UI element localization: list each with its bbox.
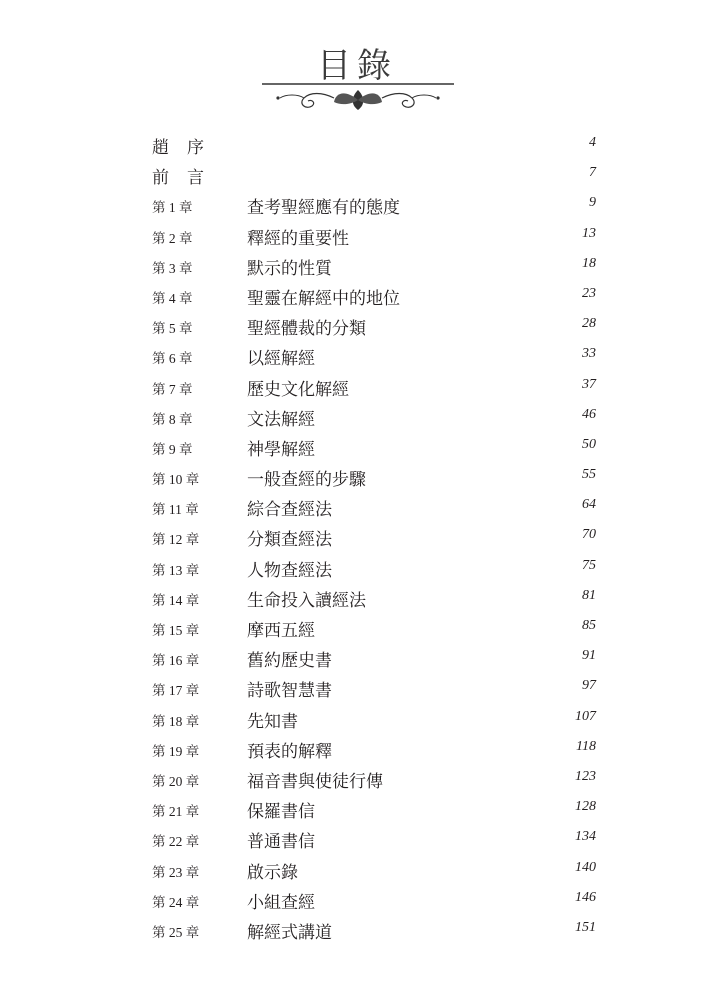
toc-row-chapter[interactable] bbox=[0, 612, 714, 642]
toc-row-chapter[interactable] bbox=[0, 914, 714, 944]
toc-chapter-label: 第 19 章 bbox=[152, 743, 200, 759]
toc-chapter-label: 第 25 章 bbox=[152, 924, 200, 940]
toc-page-number: 37 bbox=[582, 376, 596, 392]
toc-page-number: 70 bbox=[582, 527, 596, 543]
toc-row-chapter[interactable] bbox=[0, 854, 714, 884]
toc-row-chapter[interactable] bbox=[0, 189, 714, 219]
toc-page-number: 33 bbox=[582, 346, 596, 362]
toc-row-chapter[interactable] bbox=[0, 672, 714, 702]
toc-page-number: 13 bbox=[582, 225, 596, 241]
toc-page-number: 7 bbox=[589, 165, 596, 181]
toc-chapter-label: 第 7 章 bbox=[152, 381, 193, 397]
toc-page-number: 55 bbox=[582, 467, 596, 483]
toc-row-chapter[interactable] bbox=[0, 823, 714, 853]
toc-chapter-title: 保羅書信 bbox=[247, 802, 315, 823]
toc-page-number: 128 bbox=[575, 799, 596, 815]
toc-page-number: 118 bbox=[576, 738, 596, 754]
toc-row-chapter[interactable] bbox=[0, 280, 714, 310]
toc-page-number: 97 bbox=[582, 678, 596, 694]
toc-row-chapter[interactable] bbox=[0, 733, 714, 763]
toc-page-number: 9 bbox=[589, 195, 596, 211]
toc-chapter-title: 先知書 bbox=[247, 711, 298, 732]
toc-chapter-label: 第 4 章 bbox=[152, 290, 193, 306]
toc-row-preface[interactable] bbox=[0, 129, 714, 159]
toc-chapter-label: 第 24 章 bbox=[152, 894, 200, 910]
toc-chapter-title: 聖經體裁的分類 bbox=[247, 319, 366, 340]
toc-page-number: 134 bbox=[575, 829, 596, 845]
toc-chapter-label: 第 1 章 bbox=[152, 200, 193, 216]
toc-page-number: 146 bbox=[575, 889, 596, 905]
chapter-list bbox=[0, 189, 714, 944]
toc-chapter-title: 查考聖經應有的態度 bbox=[247, 198, 400, 219]
toc-row-chapter[interactable] bbox=[0, 431, 714, 461]
toc-chapter-title: 福音書與使徒行傳 bbox=[247, 771, 383, 792]
toc-page-number: 18 bbox=[582, 255, 596, 271]
toc-page-number: 81 bbox=[582, 587, 596, 603]
toc-chapter-label: 第 10 章 bbox=[152, 472, 200, 488]
toc-chapter-title: 一般查經的步驟 bbox=[247, 470, 366, 491]
toc-row-chapter[interactable] bbox=[0, 491, 714, 521]
toc-chapter-label: 第 23 章 bbox=[152, 864, 200, 880]
toc-chapter-title: 摩西五經 bbox=[247, 621, 315, 641]
toc-chapter-label: 第 16 章 bbox=[152, 653, 200, 669]
toc-chapter-title: 聖靈在解經中的地位 bbox=[247, 288, 400, 309]
toc-row-chapter[interactable] bbox=[0, 371, 714, 401]
toc-row-chapter[interactable] bbox=[0, 310, 714, 340]
toc-row-foreword[interactable] bbox=[0, 159, 714, 189]
toc-row-chapter[interactable] bbox=[0, 884, 714, 914]
toc-row-chapter[interactable] bbox=[0, 340, 714, 370]
toc-chapter-label: 第 22 章 bbox=[152, 834, 200, 850]
toc-page-number: 46 bbox=[582, 406, 596, 422]
toc-page-number: 123 bbox=[575, 768, 596, 784]
toc-chapter-label: 第 6 章 bbox=[152, 351, 193, 367]
toc-row-chapter[interactable] bbox=[0, 521, 714, 551]
toc-page-number: 151 bbox=[575, 919, 596, 935]
toc-page-number: 23 bbox=[582, 285, 596, 301]
toc-chapter-title: 神學解經 bbox=[247, 439, 315, 460]
toc-chapter-title: 以經解經 bbox=[247, 349, 315, 370]
toc-chapter-label: 第 20 章 bbox=[152, 773, 200, 789]
toc-chapter-label: 第 17 章 bbox=[152, 683, 200, 699]
toc-chapter-label: 第 11 章 bbox=[152, 502, 199, 518]
toc-page-number: 64 bbox=[582, 497, 596, 513]
table-of-contents bbox=[0, 129, 714, 944]
toc-row-chapter[interactable] bbox=[0, 763, 714, 793]
toc-row-chapter[interactable] bbox=[0, 461, 714, 491]
toc-chapter-label: 第 8 章 bbox=[152, 411, 193, 427]
toc-row-chapter[interactable] bbox=[0, 703, 714, 733]
toc-chapter-label: 第 14 章 bbox=[152, 592, 200, 608]
toc-chapter-label: 第 12 章 bbox=[152, 532, 200, 548]
toc-chapter-title: 默示的性質 bbox=[247, 258, 332, 279]
toc-chapter-title: 預表的解釋 bbox=[247, 741, 332, 762]
toc-row-chapter[interactable] bbox=[0, 793, 714, 823]
toc-chapter-title: 分類查經法 bbox=[247, 530, 332, 551]
toc-chapter-label: 第 9 章 bbox=[152, 441, 193, 457]
toc-chapter-label: 第 13 章 bbox=[152, 562, 200, 578]
toc-page-number: 140 bbox=[575, 859, 596, 875]
toc-page-number: 50 bbox=[582, 436, 596, 452]
toc-chapter-title: 小組查經 bbox=[247, 892, 315, 913]
toc-row-chapter[interactable] bbox=[0, 582, 714, 612]
toc-preface-label: 趙 序 bbox=[152, 138, 204, 158]
toc-row-chapter[interactable] bbox=[0, 250, 714, 280]
toc-chapter-title: 舊約歷史書 bbox=[247, 651, 332, 672]
toc-chapter-title: 普通書信 bbox=[247, 832, 315, 853]
flourish-divider-icon bbox=[262, 80, 454, 116]
toc-chapter-title: 文法解經 bbox=[247, 409, 315, 430]
toc-page-number: 107 bbox=[575, 708, 596, 724]
toc-chapter-label: 第 2 章 bbox=[152, 230, 193, 246]
toc-page-number: 91 bbox=[582, 648, 596, 664]
toc-chapter-label: 第 5 章 bbox=[152, 321, 193, 337]
toc-chapter-title: 生命投入讀經法 bbox=[247, 590, 366, 611]
toc-chapter-label: 第 18 章 bbox=[152, 713, 200, 729]
toc-page-number: 4 bbox=[589, 135, 596, 150]
toc-row-chapter[interactable] bbox=[0, 220, 714, 250]
toc-chapter-title: 綜合查經法 bbox=[247, 500, 332, 521]
toc-chapter-title: 啟示錄 bbox=[247, 862, 298, 883]
toc-chapter-label: 第 15 章 bbox=[152, 623, 200, 638]
toc-chapter-title: 歷史文化解經 bbox=[247, 379, 349, 400]
toc-chapter-label: 第 21 章 bbox=[152, 804, 200, 820]
toc-row-chapter[interactable] bbox=[0, 401, 714, 431]
toc-chapter-label: 第 3 章 bbox=[152, 260, 193, 276]
toc-chapter-title: 解經式講道 bbox=[247, 922, 332, 943]
toc-foreword-label: 前 言 bbox=[152, 168, 204, 189]
toc-page-number: 75 bbox=[582, 557, 596, 573]
toc-row-chapter[interactable] bbox=[0, 642, 714, 672]
toc-page-number: 28 bbox=[582, 316, 596, 332]
toc-chapter-title: 詩歌智慧書 bbox=[247, 681, 332, 702]
page-title: 目錄 bbox=[317, 46, 397, 86]
toc-row-chapter[interactable] bbox=[0, 552, 714, 582]
toc-chapter-title: 釋經的重要性 bbox=[247, 228, 349, 249]
toc-page-number: 85 bbox=[582, 618, 596, 633]
toc-chapter-title: 人物查經法 bbox=[247, 560, 332, 581]
